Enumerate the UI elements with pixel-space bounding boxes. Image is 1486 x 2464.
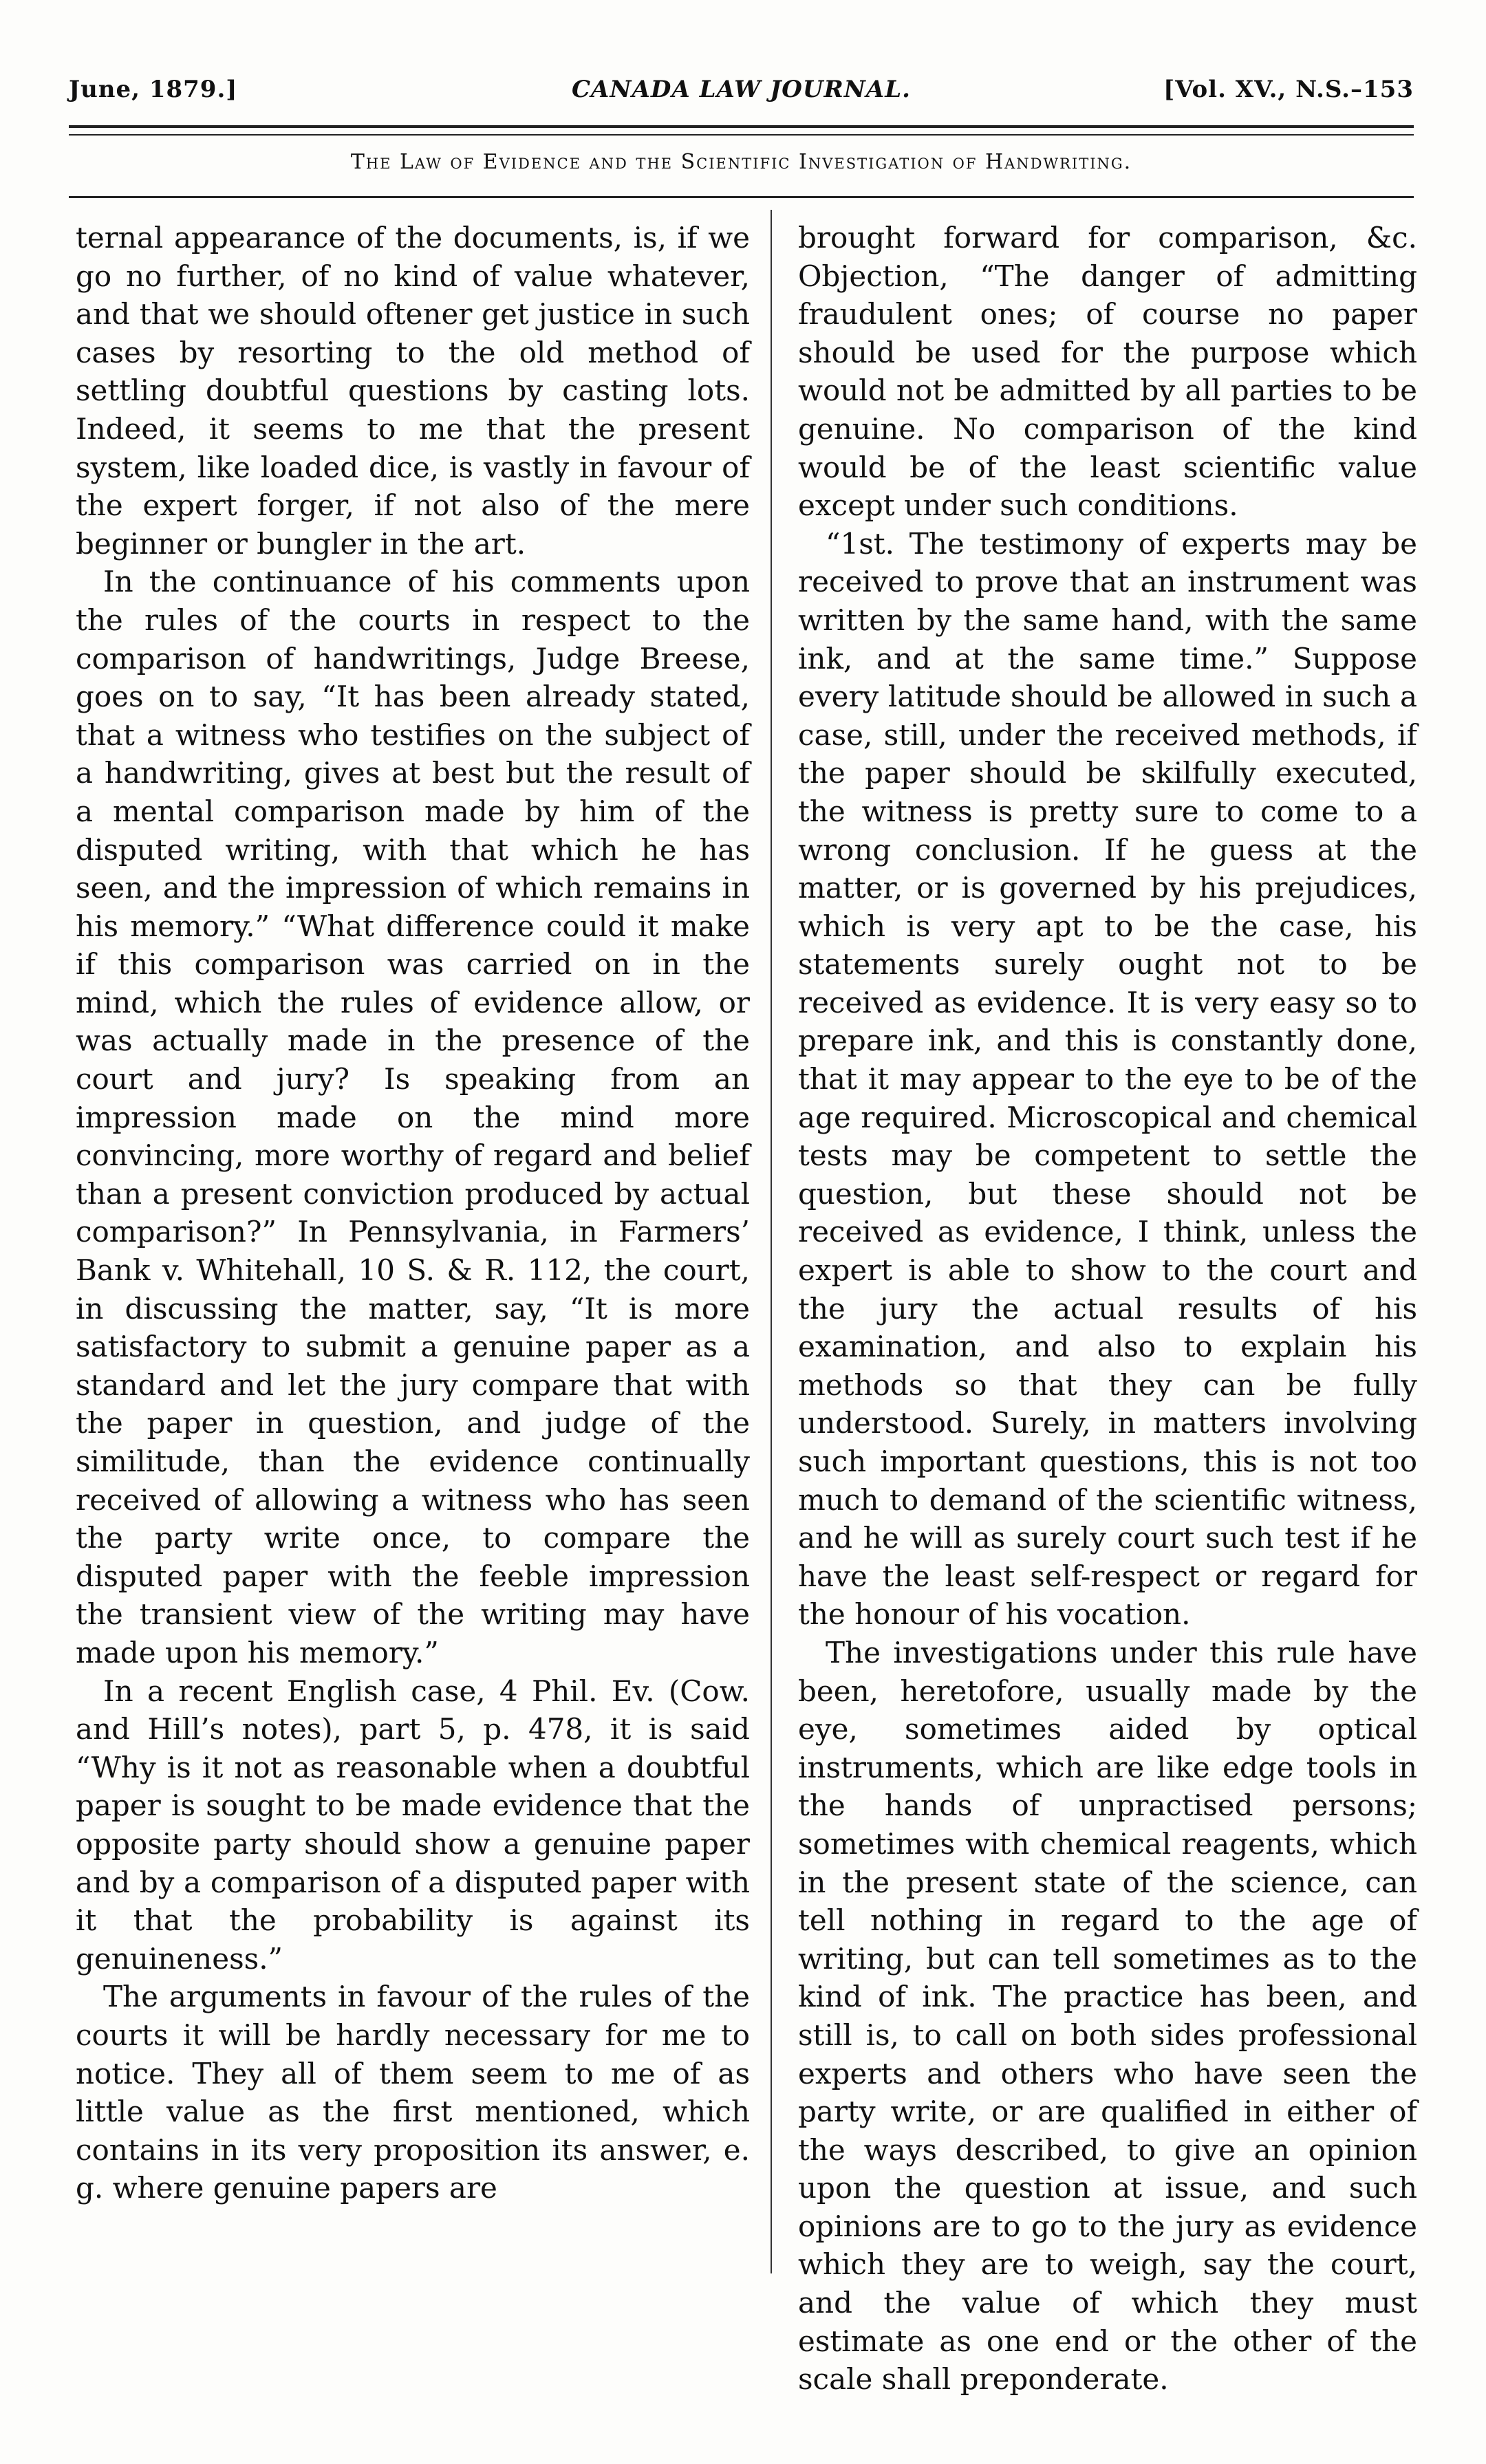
column-divider — [771, 210, 772, 2273]
volume-page-number: [Vol. XV., N.S.–153 — [1163, 76, 1414, 103]
paragraph: “1st. The testimony of experts may be received to prove that an instrument was written by the same hand, with the same ink, and at the same time.” Suppose every latitude should be allowed in such a case, still, under the received methods, if the paper should be skilfully executed, the witness is pretty sure to come to a wrong conclusion. If he guess at the matter, or is governed by his prejudices, which is very apt to be the case, his statements surely ought not to be received as evidence. It is very easy so to prepare ink, and this is constantly done, that it may appear to the eye to be of the age required. Microscopical and chemical tests may be competent to settle the question, but these should not be received as evidence, I think, unless the expert is able to show to the court and the jury the actual results of his examination, and also to explain his methods so that they can be fully understood. Surely, in matters involving such important questions, this is not too much to demand of the scientific witness, and he will as surely court such test if he have the least self-respect or regard for the honour of his vocation. — [798, 526, 1417, 1632]
issue-date: June, 1879.] — [69, 76, 238, 103]
section-rule — [69, 196, 1414, 198]
paragraph: The investigations under this rule have been, heretofore, usually made by the eye, sometimes aided by optical instruments, which are like edge tools in the hands of unpractised persons; sometimes with chemical reagents, which in the present state of the science, can tell nothing in regard to the age of writing, but can tell sometimes as to the kind of ink. The practice has been, and still is, to call on both sides professional experts and others who have seen the party write, or are qualified in either of the ways described, to give an opinion upon the question at issue, and such opinions are to go to the jury as evidence which they are to weigh, say the court, and the value of which they must estimate as one end or the other of the scale shall preponderate. — [798, 1635, 1417, 2397]
header-rule-thick — [69, 125, 1414, 128]
header-rule-thin — [69, 134, 1414, 136]
journal-title: CANADA LAW JOURNAL. — [571, 76, 912, 103]
paragraph: ternal appearance of the documents, is, if we go no further, of no kind of value whatever, and that we should oftener get justice in such cases by resorting to the old method of settling doubtful questions by casting lots. Indeed, it seems to me that the present system, like loaded dice, is vastly in favour of the expert forger, if not also of the mere beginner or bungler in the art. — [76, 221, 750, 561]
right-column — [798, 219, 1417, 2399]
section-title: The Law of Evidence and the Scientific Investigation of Handwriting. — [350, 150, 1132, 174]
paragraph: In the continuance of his comments upon the rules of the courts in respect to the comparison of handwritings, Judge Breese, goes on to say, “It has been already stated, that a witness who testifies on the subject of a handwriting, gives at best but the result of a mental comparison made by him of the disputed writing, with that which he has seen, and the impression of which remains in his memory.” “What difference could it make if this comparison was carried on in the mind, which the rules of evidence allow, or was actually made in the presence of the court and jury? Is speaking from an impression made on the mind more convincing, more worthy of regard and belief than a present conviction produced by actual comparison?” In Pennsylvania, in Farmers’ Bank v. Whitehall, 10 S. & R. 112, the court, in discussing the matter, say, “It is more satisfactory to submit a genuine paper as a standard and let the jury compare that with the paper in question, and judge of the similitude, than the evidence continually received of allowing a witness who has seen the party write once, to compare the disputed paper with the feeble impression the transient view of the writing may have made upon his memory.” — [76, 565, 750, 1669]
paragraph: The arguments in favour of the rules of the courts it will be hardly necessary for me to notice. They all of them seem to me of as little value as the first mentioned, which contains in its very proposition its answer, e. g. where genuine papers are — [76, 1980, 750, 2205]
paragraph: In a recent English case, 4 Phil. Ev. (Cow. and Hill’s notes), part 5, p. 478, it is said “Why is it not as reasonable when a doubtful paper is sought to be made evidence that the opposite party should show a genuine paper and by a comparison of a disputed paper with it that the probability is against its genuineness.” — [76, 1674, 750, 1976]
left-column — [76, 219, 750, 2207]
paragraph: brought forward for comparison, &c. Objection, “The danger of admitting fraudulent ones; of course no paper should be used for the purpose which would not be admitted by all parties to be genuine. No comparison of the kind would be of the least scientific value except under such conditions. — [798, 221, 1417, 523]
running-head — [69, 76, 1414, 117]
